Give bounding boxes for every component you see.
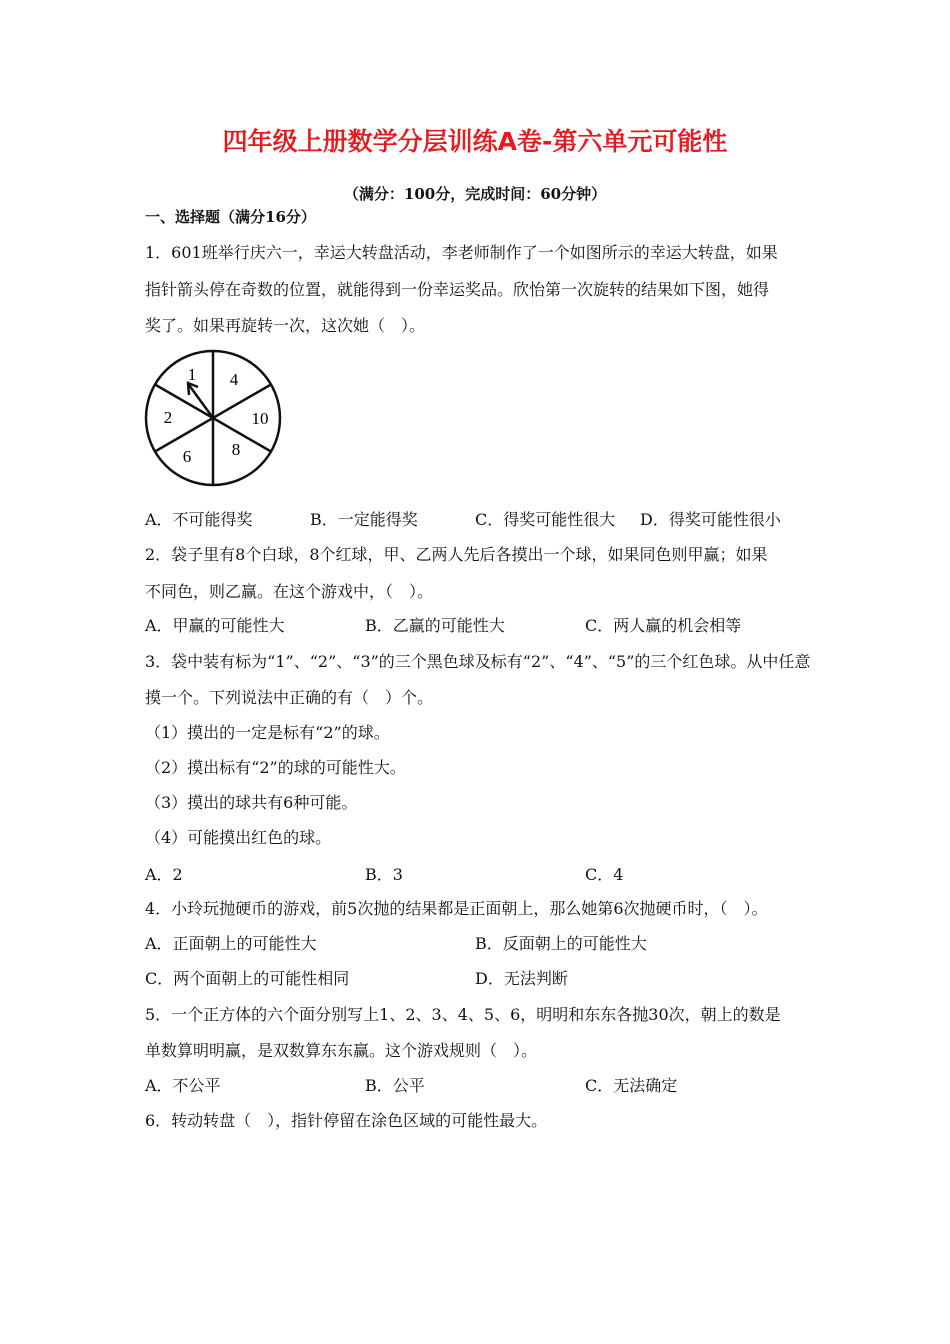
statement-item: （4）可能摸出红色的球。 (145, 828, 332, 847)
option-c[interactable]: C．两个面朝上的可能性相同 (145, 969, 350, 988)
page-title: 四年级上册数学分层训练A卷-第六单元可能性 (222, 127, 728, 156)
wheel-number: 10 (251, 409, 269, 428)
question-1-line: 指针箭头停在奇数的位置，就能得到一份幸运奖品。欣怡第一次旋转的结果如下图，她得 (145, 280, 770, 299)
wheel-number: 6 (182, 447, 192, 466)
option-b[interactable]: B．一定能得奖 (310, 510, 418, 529)
wheel-number: 4 (229, 370, 239, 389)
option-c[interactable]: C．两人赢的机会相等 (585, 616, 742, 635)
option-b[interactable]: B．公平 (365, 1076, 425, 1095)
option-b[interactable]: B．乙赢的可能性大 (365, 616, 505, 635)
option-b[interactable]: B．3 (365, 865, 403, 884)
option-c[interactable]: C．得奖可能性很大 (475, 510, 616, 529)
wheel-number: 1 (187, 365, 197, 384)
question-1-line: 1．601班举行庆六一，幸运大转盘活动，李老师制作了一个如图所示的幸运大转盘，如果 (145, 243, 778, 262)
option-b[interactable]: B．反面朝上的可能性大 (475, 934, 647, 953)
question-3-line: 3．袋中装有标为“1”、“2”、“3”的三个黑色球及标有“2”、“4”、“5”的三个红色球。从中任意 (145, 652, 811, 671)
option-d[interactable]: D．得奖可能性很小 (640, 510, 781, 529)
question-2-line: 2．袋子里有8个白球，8个红球，甲、乙两人先后各摸出一个球，如果同色则甲赢；如果 (145, 545, 768, 564)
question-2-line: 不同色，则乙赢。在这个游戏中，（ ）。 (145, 582, 434, 601)
option-d[interactable]: D．无法判断 (475, 969, 568, 988)
subtitle: （满分：100分，完成时间：60分钟） (343, 185, 607, 203)
option-a[interactable]: A．甲赢的可能性大 (145, 616, 285, 635)
option-a[interactable]: A．2 (145, 865, 183, 884)
spinner-wheel-figure (140, 345, 286, 491)
statement-item: （2）摸出标有“2”的球的可能性大。 (145, 758, 406, 777)
option-a[interactable]: A．不公平 (145, 1076, 221, 1095)
option-a[interactable]: A．不可能得奖 (145, 510, 253, 529)
wheel-number: 8 (231, 440, 241, 459)
option-a[interactable]: A．正面朝上的可能性大 (145, 934, 317, 953)
question-3-line: 摸一个。下列说法中正确的有（ ）个。 (145, 688, 434, 707)
section-heading: 一、选择题（满分16分） (145, 208, 316, 226)
question-6-line: 6．转动转盘（ ），指针停留在涂色区域的可能性最大。 (145, 1111, 548, 1130)
question-1-line: 奖了。如果再旋转一次，这次她（ ）。 (145, 316, 426, 335)
statement-item: （1）摸出的一定是标有“2”的球。 (145, 723, 390, 742)
question-5-line: 单数算明明赢，是双数算东东赢。这个游戏规则（ ）。 (145, 1041, 538, 1060)
statement-item: （3）摸出的球共有6种可能。 (145, 793, 358, 812)
option-c[interactable]: C．无法确定 (585, 1076, 678, 1095)
question-5-line: 5．一个正方体的六个面分别写上1、2、3、4、5、6，明明和东东各抛30次，朝上的数是 (145, 1005, 781, 1024)
question-4-line: 4．小玲玩抛硬币的游戏，前5次抛的结果都是正面朝上，那么她第6次抛硬币时，（ ）。 (145, 899, 768, 918)
option-c[interactable]: C．4 (585, 865, 624, 884)
wheel-number: 2 (163, 408, 173, 427)
